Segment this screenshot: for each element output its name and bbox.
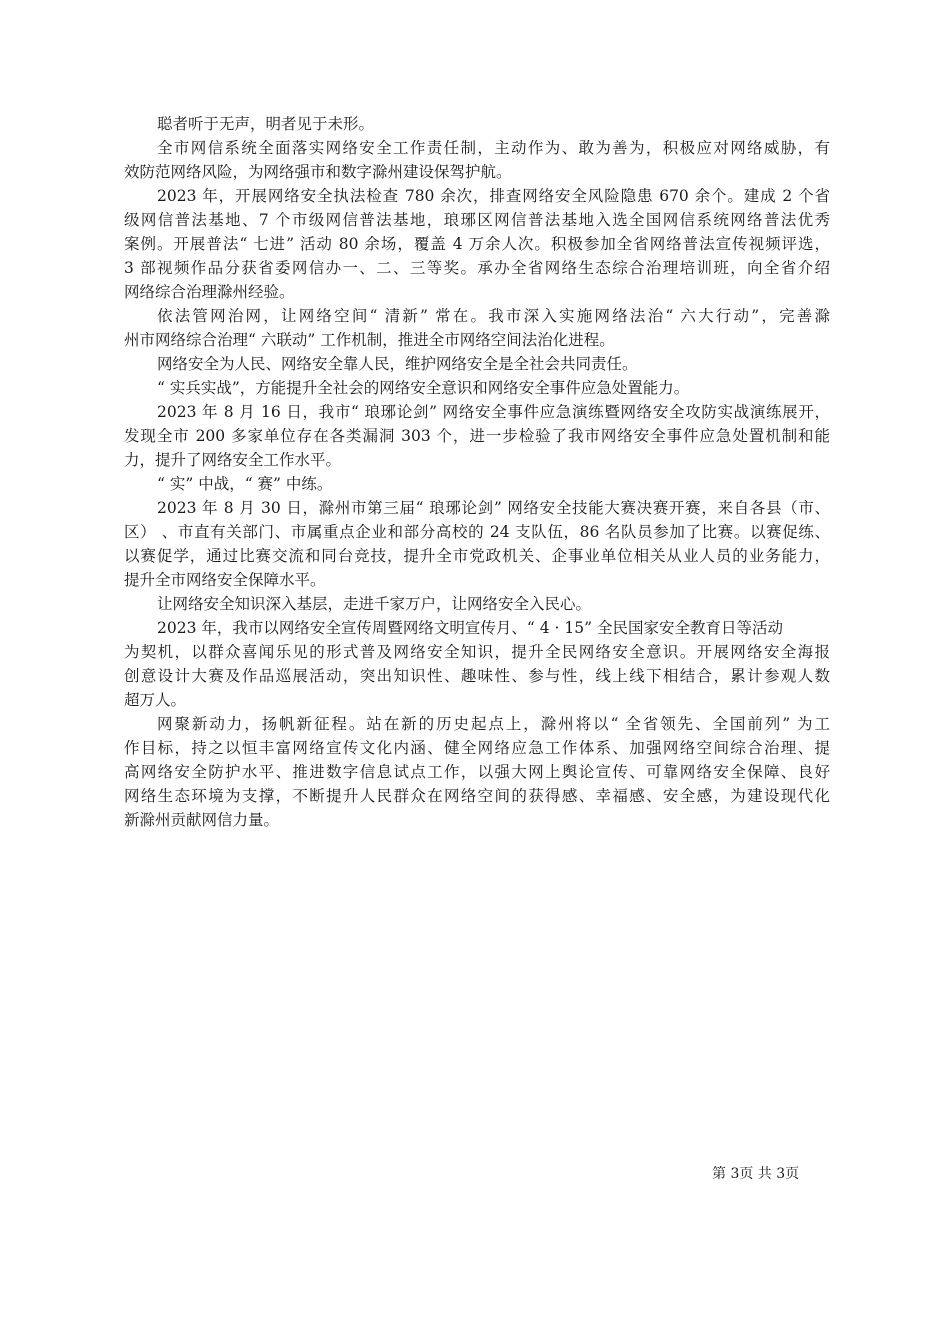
text-line: 网络安全为人民、网络安全靠人民，维护网络安全是全社会共同责任。	[157, 355, 638, 373]
text-line: 3 部视频作品分获省委网信办一、二、三等奖。承办全省网络生态综合治理培训班，向全省介绍	[124, 259, 830, 277]
text-line: 创意设计大赛及作品巡展活动，突出知识性、趣味性、参与性，线上线下相结合，累计参观人数	[124, 667, 830, 685]
text-line: 新滁州贡献网信力量。	[124, 811, 280, 829]
text-line: 网聚新动力，扬帆新征程。站在新的历史起点上，滁州将以“ 全省领先、全国前列” 为工	[157, 715, 830, 733]
page-number-footer: 第 3页 共 3页	[712, 1166, 800, 1182]
paragraph	[124, 304, 830, 352]
text-line: 全市网信系统全面落实网络安全工作责任制，主动作为、敢为善为，积极应对网络威胁，有	[157, 139, 830, 157]
text-line: 2023 年 8 月 30 日，滁州市第三届“ 琅琊论剑” 网络安全技能大赛决赛开赛，来自各县（市、	[157, 499, 830, 517]
paragraph	[124, 472, 830, 496]
text-line: 聪者听于无声，明者见于未形。	[157, 115, 375, 133]
text-line: 提升全市网络安全保障水平。	[124, 571, 326, 589]
text-line: “ 实” 中战，“ 赛” 中练。	[157, 475, 333, 493]
text-line: 效防范网络风险，为网络强市和数字滁州建设保驾护航。	[124, 163, 512, 181]
paragraph	[124, 184, 830, 304]
text-line: 超万人。	[124, 691, 187, 709]
text-line: 网络生态环境为支撑，不断提升人民群众在网络空间的获得感、幸福感、安全感，为建设现代化	[124, 787, 830, 805]
text-line: 2023 年，开展网络安全执法检查 780 余次，排查网络安全风险隐患 670 余个。建成 2 个省	[157, 187, 830, 205]
paragraph	[124, 712, 830, 832]
text-line: 案例。开展普法“ 七进” 活动 80 余场，覆盖 4 万余人次。积极参加全省网络普法宣传视频评选，	[124, 235, 830, 253]
paragraph	[124, 496, 830, 592]
paragraph	[124, 400, 830, 472]
text-line: 依法管网治网，让网络空间“ 清新” 常在。我市深入实施网络法治“ 六大行动”，完善滁	[157, 307, 830, 325]
text-line: 以赛促学，通过比赛交流和同台竞技，提升全市党政机关、企事业单位相关从业人员的业务能力，	[124, 547, 830, 565]
text-line: 区） 、市直有关部门、市属重点企业和部分高校的 24 支队伍，86 名队员参加了比赛。以赛促练、	[124, 523, 830, 541]
text-line: 网络综合治理滁州经验。	[124, 283, 295, 301]
text-line: 2023 年，我市以网络安全宣传周暨网络文明宣传月、“ 4 · 15” 全民国家安全教育日等活动	[157, 619, 783, 637]
text-line: 力，提升了网络安全工作水平。	[124, 451, 342, 469]
text-line: 为契机，以群众喜闻乐见的形式普及网络安全知识，提升全民网络安全意识。开展网络安全海报	[124, 643, 830, 661]
paragraph	[124, 352, 830, 376]
paragraph	[124, 592, 830, 616]
text-line: 2023 年 8 月 16 日，我市“ 琅琊论剑” 网络安全事件应急演练暨网络安全攻防实战演练展开，	[157, 403, 830, 421]
text-line: 发现全市 200 多家单位存在各类漏洞 303 个，进一步检验了我市网络安全事件应急处置机制和能	[124, 427, 830, 445]
text-line: 让网络安全知识深入基层，走进千家万户，让网络安全入民心。	[157, 595, 592, 613]
text-line: 州市网络综合治理“ 六联动” 工作机制，推进全市网络空间法治化进程。	[124, 331, 615, 349]
paragraph	[124, 376, 830, 400]
text-line: 高网络安全防护水平、推进数字信息试点工作，以强大网上舆论宣传、可靠网络安全保障、良好	[124, 763, 830, 781]
text-line: 作目标，持之以恒丰富网络宣传文化内涵、健全网络应急工作体系、加强网络空间综合治理、提	[124, 739, 830, 757]
paragraph	[124, 616, 830, 712]
paragraph	[124, 112, 830, 136]
paragraph	[124, 136, 830, 184]
document-body	[124, 112, 830, 832]
text-line: 级网信普法基地、7 个市级网信普法基地，琅琊区网信普法基地入选全国网信系统网络普法优秀	[124, 211, 830, 229]
text-line: “ 实兵实战”，方能提升全社会的网络安全意识和网络安全事件应急处置能力。	[157, 379, 690, 397]
